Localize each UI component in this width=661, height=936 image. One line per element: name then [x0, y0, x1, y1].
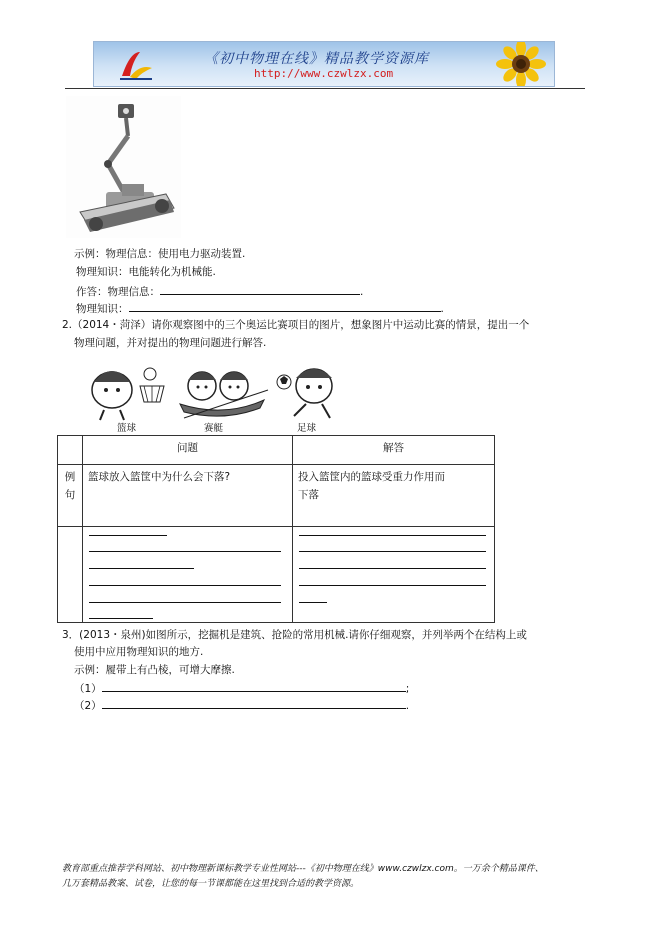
- example-label-cell: [58, 465, 83, 527]
- answer-blank-line[interactable]: [299, 585, 486, 586]
- question3-item2-end: .: [405, 700, 410, 712]
- answer-question-cell[interactable]: [83, 527, 293, 623]
- basketball-mascot-icon: [92, 368, 164, 420]
- answer-blank-line[interactable]: [299, 551, 486, 552]
- caption-rowing: 赛艇: [204, 423, 224, 434]
- table-header-row: [58, 436, 495, 465]
- question-blank-line[interactable]: [89, 551, 281, 552]
- answer-label-cell: [58, 527, 83, 623]
- caption-football: 足球: [297, 423, 317, 434]
- answer-row: [58, 527, 495, 623]
- question-blank-line[interactable]: [89, 535, 167, 536]
- footer-line2: 几万套精品教案、试卷，让您的每一节课都能在这里找到合适的教学资源。: [62, 879, 360, 889]
- answer-blank-line[interactable]: [299, 568, 486, 569]
- question-blank-line[interactable]: [89, 618, 153, 619]
- header-blank-cell: [58, 436, 83, 465]
- rowing-mascot-icon: [180, 372, 268, 418]
- question3-example: 示例：履带上有凸棱，可增大摩擦.: [74, 664, 235, 676]
- question3-item1-label: （1）: [74, 683, 102, 695]
- question2-line2: 物理问题，并对提出的物理问题进行解答.: [74, 337, 267, 349]
- banner-url[interactable]: http://www.czwlzx.com: [254, 67, 394, 80]
- robot-answer-knowledge-blank[interactable]: [129, 300, 441, 312]
- answer-blank-line[interactable]: [299, 535, 486, 536]
- example-row: [58, 465, 495, 527]
- question3-line1: 3．(2013・泉州)如图所示，挖掘机是建筑、抢险的常用机械.请你仔细观察，并列举两个在结构上或: [62, 629, 527, 641]
- header-question: 问题: [83, 436, 293, 465]
- robot-answer-info-row: 作答：物理信息： .: [76, 283, 363, 299]
- example-answer-line1: 投入篮筐内的篮球受重力作用而: [298, 471, 445, 483]
- robot-answer-info-blank[interactable]: [160, 283, 360, 295]
- page-footer: [62, 862, 602, 892]
- site-logo-icon: [116, 46, 156, 82]
- robot-answer-knowledge-label: 物理知识：: [76, 303, 129, 315]
- question3-item1-row: [74, 680, 409, 696]
- example-label-2: 句: [64, 489, 76, 501]
- header-banner: [93, 41, 555, 87]
- answer-answer-cell[interactable]: [293, 527, 495, 623]
- question-blank-line[interactable]: [89, 585, 281, 586]
- question3-item1-end: ;: [405, 683, 410, 695]
- question3-item2-label: （2）: [74, 700, 102, 712]
- banner-title: 《初中物理在线》精品教学资源库: [204, 51, 429, 67]
- football-mascot-icon: [277, 369, 332, 418]
- sunflower-icon: [489, 42, 553, 86]
- robot-answer-knowledge-row: 物理知识： .: [76, 300, 444, 316]
- question2-line1: 2.（2014・菏泽）请你观察图中的三个奥运比赛项目的图片，想象图片中运动比赛的情景，提出一个: [62, 319, 530, 331]
- robot-answer-info-label: 作答：物理信息：: [76, 286, 160, 298]
- example-answer-line2: 下落: [298, 489, 319, 501]
- olympic-mascots-figure: [84, 360, 340, 422]
- question3-item2-row: [74, 697, 409, 713]
- robot-example-knowledge: 物理知识：电能转化为机械能.: [76, 266, 216, 278]
- robot-example-info: 示例：物理信息：使用电力驱动装置.: [74, 248, 246, 260]
- question3-item1-blank[interactable]: [102, 680, 406, 692]
- caption-basketball: 篮球: [117, 423, 137, 434]
- example-label-1: 例: [64, 471, 76, 483]
- qa-table: [57, 435, 495, 623]
- header-rule: [65, 88, 585, 89]
- question-blank-line[interactable]: [89, 602, 281, 603]
- example-question-cell: 篮球放入篮筐中为什么会下落?: [83, 465, 293, 527]
- answer-blank-line[interactable]: [299, 602, 327, 603]
- robot-vehicle-figure: [66, 96, 181, 238]
- footer-line1: 教育部重点推荐学科网站、初中物理新课标教学专业性网站---《初中物理在线》www.czwlzx.com。一万余个精品课件、: [62, 864, 544, 874]
- question3-item2-blank[interactable]: [102, 697, 406, 709]
- header-answer: 解答: [293, 436, 495, 465]
- question3-line2: 使用中应用物理知识的地方.: [74, 646, 204, 658]
- question-blank-line[interactable]: [89, 568, 194, 569]
- example-answer-cell: [293, 465, 495, 527]
